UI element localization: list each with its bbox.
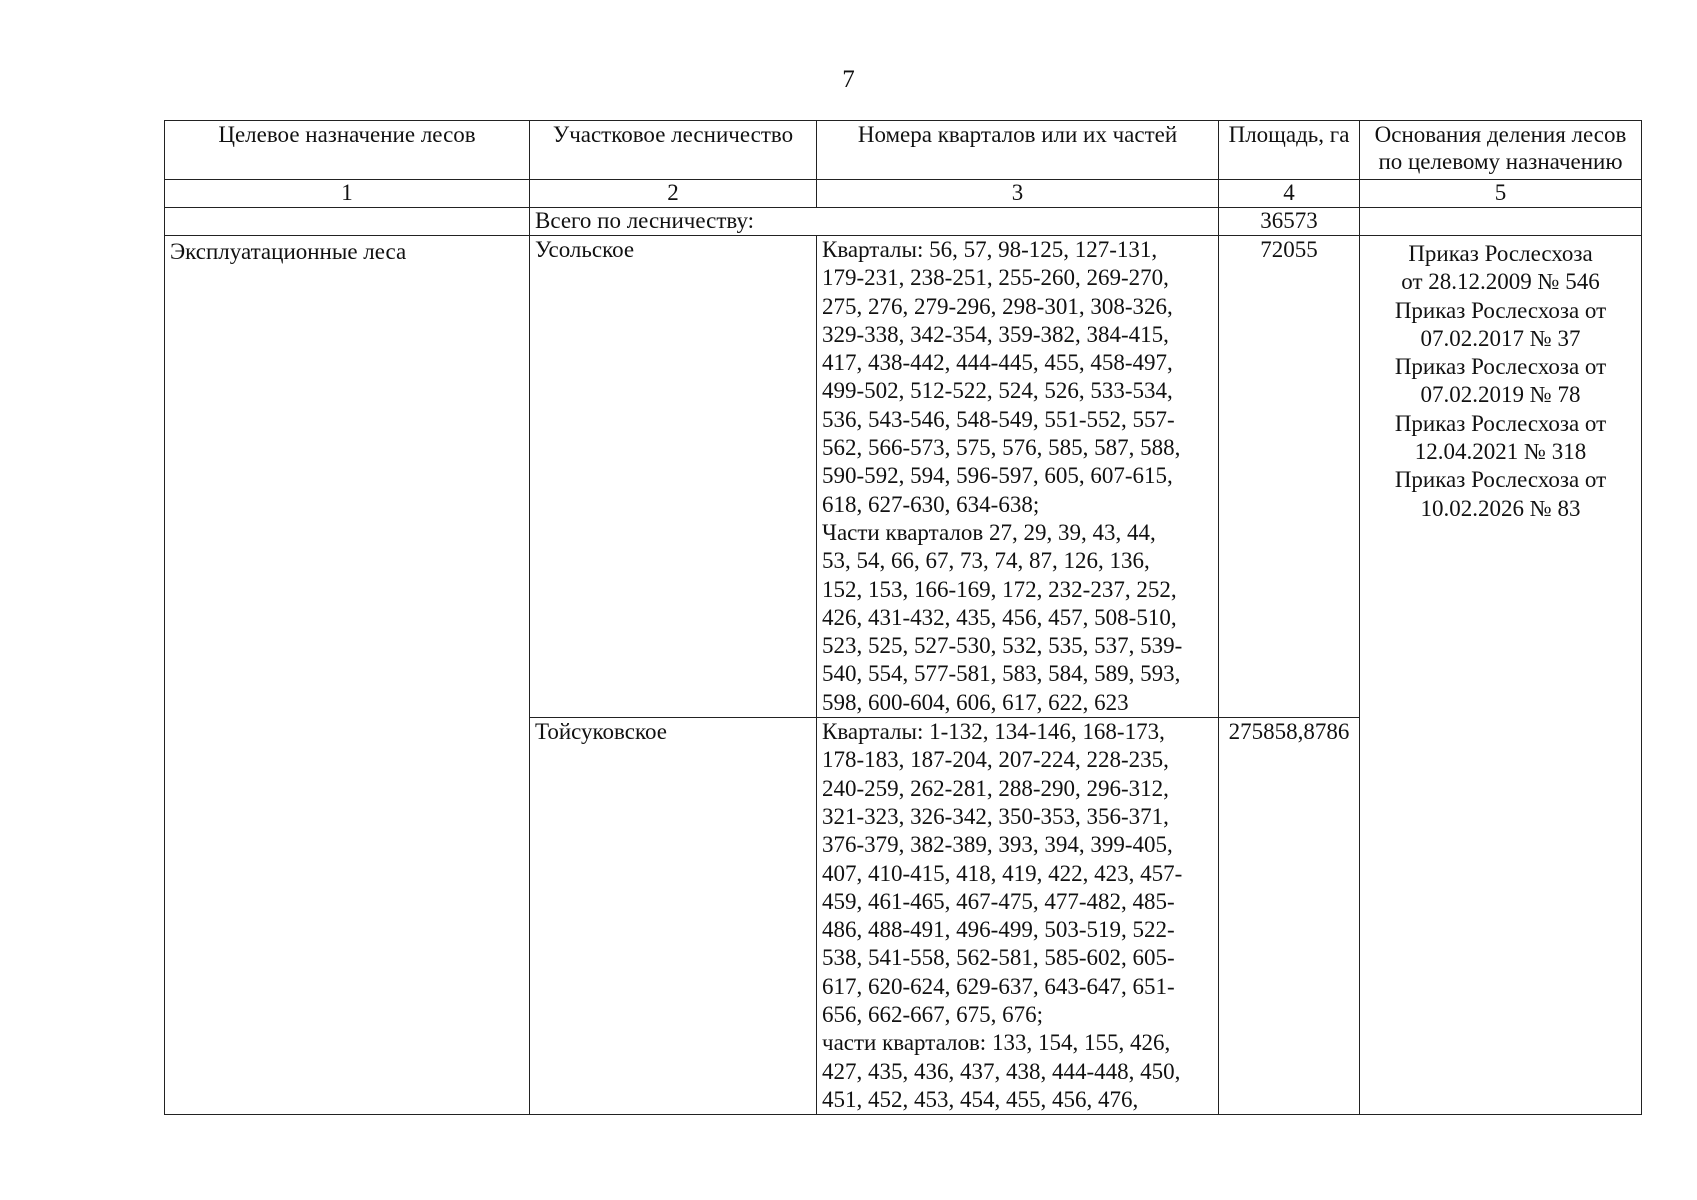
quarters-line: 618, 627-630, 634-638; bbox=[822, 491, 1040, 517]
forestry-name: Тойсуковское bbox=[530, 718, 817, 1115]
quarters-list bbox=[817, 236, 1219, 718]
total-basis-cell bbox=[1360, 208, 1642, 236]
basis-cell bbox=[1360, 236, 1642, 1115]
quarters-line: 486, 488-491, 496-499, 503-519, 522- bbox=[822, 917, 1175, 943]
quarters-line: 499-502, 512-522, 524, 526, 533-534, bbox=[822, 378, 1173, 404]
header-forestry: Участковое лесничество bbox=[530, 121, 817, 180]
header-area: Площадь, га bbox=[1219, 121, 1360, 180]
basis-line: 07.02.2017 № 37 bbox=[1420, 325, 1581, 351]
forestry-name: Усольское bbox=[530, 236, 817, 718]
quarters-line: 426, 431-432, 435, 456, 457, 508-510, bbox=[822, 604, 1177, 630]
header-basis: Основания деления лесов по целевому назначению bbox=[1360, 121, 1642, 180]
column-number: 1 bbox=[165, 180, 530, 208]
basis-line: Приказ Рослесхоза от bbox=[1394, 354, 1607, 380]
quarters-line: 538, 541-558, 562-581, 585-602, 605- bbox=[822, 945, 1175, 971]
quarters-line: 536, 543-546, 548-549, 551-552, 557- bbox=[822, 406, 1175, 432]
purpose-cell: Эксплуатационные леса bbox=[165, 236, 530, 1115]
basis-line: от 28.12.2009 № 546 bbox=[1401, 269, 1600, 295]
quarters-line: 617, 620-624, 629-637, 643-647, 651- bbox=[822, 973, 1175, 999]
total-empty-cell bbox=[165, 208, 530, 236]
page-number: 7 bbox=[842, 66, 855, 93]
quarters-line: 417, 438-442, 444-445, 455, 458-497, bbox=[822, 350, 1173, 376]
basis-line: Приказ Рослесхоза от bbox=[1394, 297, 1607, 323]
quarters-line: 427, 435, 436, 437, 438, 444-448, 450, bbox=[822, 1058, 1181, 1084]
total-area: 36573 bbox=[1219, 208, 1360, 236]
quarters-line: 321-323, 326-342, 350-353, 356-371, bbox=[822, 803, 1169, 829]
forest-purpose-table bbox=[164, 120, 1642, 1115]
quarters-line: Кварталы: 1-132, 134-146, 168-173, bbox=[822, 719, 1165, 745]
header-quarters: Номера кварталов или их частей bbox=[817, 121, 1219, 180]
basis-line: 12.04.2021 № 318 bbox=[1414, 439, 1587, 465]
column-number-row bbox=[165, 180, 1642, 208]
quarters-line: Кварталы: 56, 57, 98-125, 127-131, bbox=[822, 237, 1158, 262]
quarters-line: 598, 600-604, 606, 617, 622, 623 bbox=[822, 689, 1129, 715]
header-purpose: Целевое назначение лесов bbox=[165, 121, 530, 180]
column-number: 3 bbox=[817, 180, 1219, 208]
header-row bbox=[165, 121, 1642, 180]
basis-line: 10.02.2026 № 83 bbox=[1420, 495, 1581, 521]
table-row-usolskoye bbox=[165, 236, 1642, 718]
quarters-list bbox=[817, 718, 1219, 1115]
quarters-line: 329-338, 342-354, 359-382, 384-415, bbox=[822, 321, 1169, 347]
quarters-line: 240-259, 262-281, 288-290, 296-312, bbox=[822, 775, 1169, 801]
area-value: 72055 bbox=[1219, 236, 1360, 718]
column-number: 5 bbox=[1360, 180, 1642, 208]
quarters-line: 523, 525, 527-530, 532, 535, 537, 539- bbox=[822, 633, 1183, 659]
column-number: 2 bbox=[530, 180, 817, 208]
area-value: 275858,8786 bbox=[1219, 718, 1360, 1115]
basis-line: Приказ Рослесхоза от bbox=[1394, 467, 1607, 493]
quarters-line: 451, 452, 453, 454, 455, 456, 476, bbox=[822, 1086, 1139, 1112]
basis-line: Приказ Рослесхоза bbox=[1408, 241, 1593, 266]
quarters-line: части кварталов: 133, 154, 155, 426, bbox=[822, 1030, 1171, 1056]
quarters-line: 152, 153, 166-169, 172, 232-237, 252, bbox=[822, 576, 1177, 602]
quarters-line: 376-379, 382-389, 393, 394, 399-405, bbox=[822, 832, 1173, 858]
total-row bbox=[165, 208, 1642, 236]
quarters-line: 407, 410-415, 418, 419, 422, 423, 457- bbox=[822, 860, 1183, 886]
quarters-line: 53, 54, 66, 67, 73, 74, 87, 126, 136, bbox=[822, 548, 1150, 574]
total-label: Всего по лесничеству: bbox=[530, 208, 1219, 236]
basis-line: Приказ Рослесхоза от bbox=[1394, 410, 1607, 436]
quarters-line: 179-231, 238-251, 255-260, 269-270, bbox=[822, 265, 1169, 291]
quarters-line: Части кварталов 27, 29, 39, 43, 44, bbox=[822, 519, 1156, 545]
quarters-line: 540, 554, 577-581, 583, 584, 589, 593, bbox=[822, 661, 1181, 687]
quarters-line: 275, 276, 279-296, 298-301, 308-326, bbox=[822, 293, 1173, 319]
basis-line: 07.02.2019 № 78 bbox=[1420, 382, 1581, 408]
quarters-line: 562, 566-573, 575, 576, 585, 587, 588, bbox=[822, 435, 1181, 461]
quarters-line: 656, 662-667, 675, 676; bbox=[822, 1002, 1044, 1028]
quarters-line: 590-592, 594, 596-597, 605, 607-615, bbox=[822, 463, 1173, 489]
quarters-line: 459, 461-465, 467-475, 477-482, 485- bbox=[822, 888, 1175, 914]
column-number: 4 bbox=[1219, 180, 1360, 208]
quarters-line: 178-183, 187-204, 207-224, 228-235, bbox=[822, 747, 1169, 773]
